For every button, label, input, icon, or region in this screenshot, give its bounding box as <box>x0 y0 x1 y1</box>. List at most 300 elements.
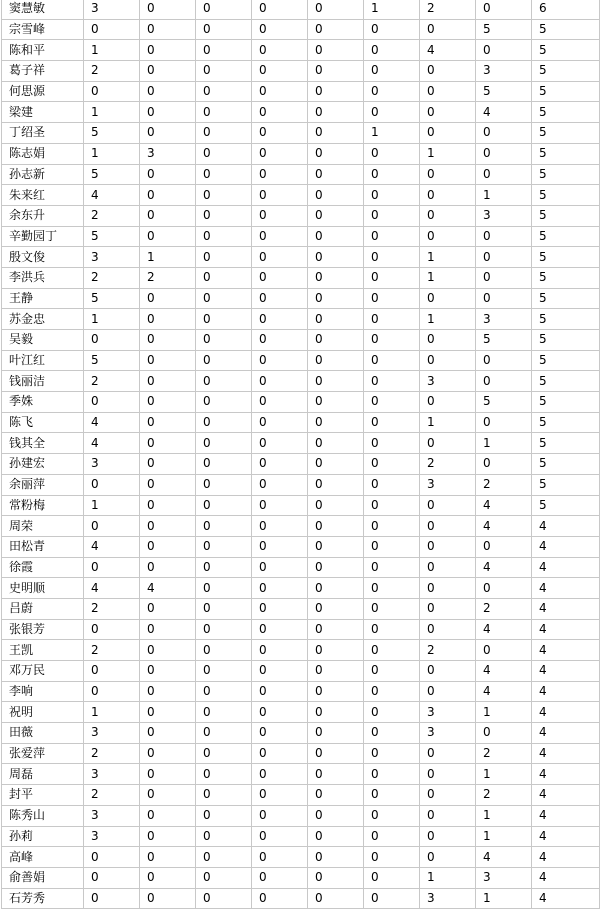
value-cell: 2 <box>84 267 140 288</box>
value-cell: 0 <box>364 474 420 495</box>
name-cell: 田薇 <box>2 723 84 744</box>
value-cell: 0 <box>196 598 252 619</box>
value-cell: 1 <box>420 867 476 888</box>
value-cell: 4 <box>532 536 600 557</box>
value-cell: 0 <box>308 557 364 578</box>
value-cell: 0 <box>476 578 532 599</box>
value-cell: 0 <box>84 474 140 495</box>
value-cell: 0 <box>84 392 140 413</box>
value-cell: 4 <box>140 578 196 599</box>
value-cell: 0 <box>420 805 476 826</box>
value-cell: 5 <box>532 392 600 413</box>
value-cell: 0 <box>420 102 476 123</box>
table-row <box>2 805 600 826</box>
value-cell: 0 <box>140 40 196 61</box>
value-cell: 0 <box>308 619 364 640</box>
value-cell: 0 <box>308 288 364 309</box>
value-cell: 0 <box>196 288 252 309</box>
value-cell: 0 <box>84 847 140 868</box>
value-cell: 0 <box>252 226 308 247</box>
value-cell: 0 <box>308 640 364 661</box>
value-cell: 0 <box>252 661 308 682</box>
value-cell: 0 <box>364 557 420 578</box>
value-cell: 0 <box>196 516 252 537</box>
value-cell: 0 <box>252 516 308 537</box>
value-cell: 0 <box>364 578 420 599</box>
value-cell: 0 <box>476 0 532 19</box>
value-cell: 0 <box>252 578 308 599</box>
value-cell: 0 <box>252 102 308 123</box>
value-cell: 0 <box>420 681 476 702</box>
value-cell: 0 <box>140 205 196 226</box>
table-row <box>2 516 600 537</box>
value-cell: 5 <box>532 350 600 371</box>
value-cell: 0 <box>252 40 308 61</box>
value-cell: 0 <box>420 495 476 516</box>
name-cell: 吕蔚 <box>2 598 84 619</box>
value-cell: 0 <box>364 164 420 185</box>
name-cell: 余东升 <box>2 205 84 226</box>
value-cell: 0 <box>196 557 252 578</box>
value-cell: 1 <box>364 0 420 19</box>
value-cell: 5 <box>84 164 140 185</box>
value-cell: 0 <box>196 185 252 206</box>
value-cell: 0 <box>364 350 420 371</box>
value-cell: 0 <box>196 205 252 226</box>
value-cell: 0 <box>196 578 252 599</box>
value-cell: 5 <box>532 371 600 392</box>
value-cell: 0 <box>308 495 364 516</box>
name-cell: 常粉梅 <box>2 495 84 516</box>
value-cell: 1 <box>140 247 196 268</box>
value-cell: 0 <box>196 826 252 847</box>
value-cell: 4 <box>476 847 532 868</box>
value-cell: 0 <box>364 598 420 619</box>
value-cell: 0 <box>140 805 196 826</box>
value-cell: 0 <box>364 81 420 102</box>
value-cell: 0 <box>308 598 364 619</box>
value-cell: 0 <box>364 805 420 826</box>
value-cell: 0 <box>420 330 476 351</box>
value-cell: 0 <box>308 123 364 144</box>
value-cell: 4 <box>84 412 140 433</box>
value-cell: 4 <box>532 785 600 806</box>
table-row <box>2 123 600 144</box>
value-cell: 0 <box>308 102 364 123</box>
name-cell: 孙志新 <box>2 164 84 185</box>
value-cell: 0 <box>308 474 364 495</box>
name-cell: 孙莉 <box>2 826 84 847</box>
value-cell: 0 <box>140 764 196 785</box>
value-cell: 4 <box>532 598 600 619</box>
value-cell: 0 <box>420 785 476 806</box>
value-cell: 1 <box>84 702 140 723</box>
table-row <box>2 247 600 268</box>
value-cell: 0 <box>476 536 532 557</box>
value-cell: 0 <box>196 681 252 702</box>
value-cell: 0 <box>196 143 252 164</box>
name-cell: 张银芳 <box>2 619 84 640</box>
name-cell: 李洪兵 <box>2 267 84 288</box>
value-cell: 0 <box>476 723 532 744</box>
value-cell: 0 <box>196 474 252 495</box>
value-cell: 3 <box>84 826 140 847</box>
value-cell: 0 <box>420 164 476 185</box>
value-cell: 1 <box>476 433 532 454</box>
value-cell: 0 <box>196 226 252 247</box>
value-cell: 0 <box>252 19 308 40</box>
value-cell: 0 <box>308 743 364 764</box>
value-cell: 4 <box>532 743 600 764</box>
table-row <box>2 867 600 888</box>
value-cell: 0 <box>308 330 364 351</box>
value-cell: 3 <box>420 371 476 392</box>
table-row <box>2 826 600 847</box>
name-cell: 史明顺 <box>2 578 84 599</box>
table-row <box>2 61 600 82</box>
value-cell: 0 <box>364 867 420 888</box>
value-cell: 5 <box>84 123 140 144</box>
value-cell: 0 <box>308 847 364 868</box>
value-cell: 0 <box>140 392 196 413</box>
value-cell: 0 <box>196 102 252 123</box>
value-cell: 2 <box>84 598 140 619</box>
value-cell: 0 <box>308 392 364 413</box>
value-cell: 0 <box>308 826 364 847</box>
table-row <box>2 185 600 206</box>
value-cell: 0 <box>196 330 252 351</box>
name-cell: 宗雪峰 <box>2 19 84 40</box>
value-cell: 0 <box>252 392 308 413</box>
value-cell: 0 <box>364 371 420 392</box>
value-cell: 0 <box>252 247 308 268</box>
value-cell: 0 <box>196 433 252 454</box>
table-row <box>2 454 600 475</box>
table-row <box>2 433 600 454</box>
table-row <box>2 81 600 102</box>
value-cell: 0 <box>308 578 364 599</box>
value-cell: 5 <box>476 81 532 102</box>
value-cell: 0 <box>308 661 364 682</box>
table-row <box>2 371 600 392</box>
value-cell: 4 <box>476 661 532 682</box>
value-cell: 0 <box>308 412 364 433</box>
value-cell: 3 <box>84 247 140 268</box>
value-cell: 0 <box>84 19 140 40</box>
value-cell: 0 <box>420 516 476 537</box>
value-cell: 0 <box>196 164 252 185</box>
value-cell: 0 <box>252 433 308 454</box>
name-cell: 梁建 <box>2 102 84 123</box>
value-cell: 0 <box>364 392 420 413</box>
name-cell: 祝明 <box>2 702 84 723</box>
value-cell: 0 <box>252 743 308 764</box>
value-cell: 5 <box>532 288 600 309</box>
value-cell: 5 <box>532 330 600 351</box>
value-cell: 4 <box>532 888 600 909</box>
value-cell: 0 <box>196 847 252 868</box>
value-cell: 0 <box>420 185 476 206</box>
value-cell: 4 <box>84 185 140 206</box>
value-cell: 0 <box>252 412 308 433</box>
value-cell: 0 <box>420 578 476 599</box>
value-cell: 5 <box>532 433 600 454</box>
name-cell: 何思源 <box>2 81 84 102</box>
table-row <box>2 598 600 619</box>
value-cell: 0 <box>364 226 420 247</box>
value-cell: 0 <box>140 681 196 702</box>
value-cell: 2 <box>140 267 196 288</box>
table-row <box>2 723 600 744</box>
value-cell: 0 <box>364 454 420 475</box>
table-row <box>2 578 600 599</box>
value-cell: 0 <box>140 826 196 847</box>
value-cell: 4 <box>532 826 600 847</box>
value-cell: 0 <box>196 392 252 413</box>
value-cell: 0 <box>364 764 420 785</box>
value-cell: 0 <box>364 743 420 764</box>
value-cell: 0 <box>476 640 532 661</box>
value-cell: 0 <box>420 433 476 454</box>
value-cell: 0 <box>476 247 532 268</box>
value-cell: 0 <box>196 123 252 144</box>
value-cell: 0 <box>476 164 532 185</box>
value-cell: 3 <box>84 805 140 826</box>
table-row <box>2 226 600 247</box>
value-cell: 0 <box>140 557 196 578</box>
value-cell: 0 <box>140 702 196 723</box>
name-cell: 田松青 <box>2 536 84 557</box>
value-cell: 0 <box>196 888 252 909</box>
value-cell: 1 <box>476 826 532 847</box>
value-cell: 0 <box>364 412 420 433</box>
value-cell: 4 <box>532 805 600 826</box>
value-cell: 4 <box>532 847 600 868</box>
value-cell: 0 <box>420 598 476 619</box>
value-cell: 3 <box>476 867 532 888</box>
value-cell: 0 <box>84 330 140 351</box>
value-cell: 0 <box>196 81 252 102</box>
name-cell: 辛勤园丁 <box>2 226 84 247</box>
value-cell: 0 <box>84 867 140 888</box>
value-cell: 0 <box>252 309 308 330</box>
value-cell: 0 <box>308 867 364 888</box>
name-cell: 苏金忠 <box>2 309 84 330</box>
value-cell: 0 <box>84 681 140 702</box>
value-cell: 1 <box>476 185 532 206</box>
value-cell: 3 <box>420 702 476 723</box>
value-cell: 0 <box>364 309 420 330</box>
value-cell: 0 <box>308 309 364 330</box>
value-cell: 0 <box>140 371 196 392</box>
table-row <box>2 330 600 351</box>
value-cell: 5 <box>476 19 532 40</box>
value-cell: 0 <box>84 661 140 682</box>
name-cell: 陈飞 <box>2 412 84 433</box>
value-cell: 0 <box>196 371 252 392</box>
value-cell: 0 <box>252 350 308 371</box>
value-cell: 0 <box>252 0 308 19</box>
name-cell: 季姝 <box>2 392 84 413</box>
value-cell: 1 <box>84 495 140 516</box>
table-row <box>2 288 600 309</box>
value-cell: 0 <box>252 81 308 102</box>
value-cell: 0 <box>420 661 476 682</box>
name-cell: 周荣 <box>2 516 84 537</box>
value-cell: 0 <box>476 371 532 392</box>
value-cell: 0 <box>140 536 196 557</box>
value-cell: 4 <box>476 102 532 123</box>
value-cell: 0 <box>196 40 252 61</box>
value-cell: 0 <box>140 516 196 537</box>
value-cell: 5 <box>532 495 600 516</box>
value-cell: 0 <box>252 495 308 516</box>
value-cell: 5 <box>532 81 600 102</box>
name-cell: 俞善娟 <box>2 867 84 888</box>
value-cell: 0 <box>364 661 420 682</box>
value-cell: 0 <box>196 309 252 330</box>
value-cell: 4 <box>532 516 600 537</box>
value-cell: 0 <box>420 226 476 247</box>
value-cell: 0 <box>420 205 476 226</box>
table-row <box>2 681 600 702</box>
table-row <box>2 847 600 868</box>
value-cell: 1 <box>420 247 476 268</box>
value-cell: 0 <box>308 785 364 806</box>
value-cell: 0 <box>252 847 308 868</box>
value-cell: 0 <box>252 205 308 226</box>
value-cell: 2 <box>84 371 140 392</box>
value-cell: 3 <box>84 723 140 744</box>
value-cell: 0 <box>196 661 252 682</box>
value-cell: 0 <box>196 785 252 806</box>
table-body <box>2 0 600 909</box>
value-cell: 0 <box>140 309 196 330</box>
value-cell: 0 <box>308 350 364 371</box>
value-cell: 0 <box>196 495 252 516</box>
value-cell: 2 <box>84 785 140 806</box>
table-row <box>2 350 600 371</box>
value-cell: 0 <box>308 681 364 702</box>
value-cell: 0 <box>140 288 196 309</box>
value-cell: 0 <box>364 185 420 206</box>
value-cell: 0 <box>252 764 308 785</box>
value-cell: 0 <box>252 164 308 185</box>
value-cell: 0 <box>476 412 532 433</box>
value-cell: 5 <box>532 123 600 144</box>
value-cell: 3 <box>420 888 476 909</box>
value-cell: 0 <box>476 40 532 61</box>
name-cell: 徐霞 <box>2 557 84 578</box>
value-cell: 5 <box>532 267 600 288</box>
value-cell: 0 <box>308 19 364 40</box>
value-cell: 4 <box>420 40 476 61</box>
name-cell: 王静 <box>2 288 84 309</box>
value-cell: 0 <box>308 267 364 288</box>
name-cell: 邓万民 <box>2 661 84 682</box>
value-cell: 0 <box>364 205 420 226</box>
value-cell: 5 <box>84 226 140 247</box>
value-cell: 0 <box>308 805 364 826</box>
table-row <box>2 102 600 123</box>
table-row <box>2 640 600 661</box>
value-cell: 0 <box>252 681 308 702</box>
value-cell: 0 <box>140 598 196 619</box>
value-cell: 0 <box>308 164 364 185</box>
value-cell: 0 <box>140 226 196 247</box>
value-cell: 0 <box>308 433 364 454</box>
name-cell: 丁绍圣 <box>2 123 84 144</box>
table-row <box>2 19 600 40</box>
value-cell: 0 <box>308 723 364 744</box>
value-cell: 0 <box>420 847 476 868</box>
value-cell: 3 <box>476 61 532 82</box>
value-cell: 0 <box>252 702 308 723</box>
value-cell: 4 <box>532 723 600 744</box>
value-cell: 0 <box>476 350 532 371</box>
value-cell: 5 <box>532 185 600 206</box>
value-cell: 0 <box>140 330 196 351</box>
value-cell: 0 <box>140 640 196 661</box>
value-cell: 0 <box>420 288 476 309</box>
value-cell: 0 <box>84 888 140 909</box>
value-cell: 3 <box>420 723 476 744</box>
name-cell: 窦慧敏 <box>2 0 84 19</box>
value-cell: 5 <box>476 392 532 413</box>
name-cell: 葛子祥 <box>2 61 84 82</box>
name-cell: 封平 <box>2 785 84 806</box>
value-cell: 0 <box>308 764 364 785</box>
value-cell: 0 <box>364 267 420 288</box>
value-cell: 0 <box>140 164 196 185</box>
value-cell: 0 <box>420 619 476 640</box>
value-cell: 0 <box>196 454 252 475</box>
value-cell: 0 <box>308 205 364 226</box>
name-cell: 陈志娟 <box>2 143 84 164</box>
value-cell: 0 <box>252 867 308 888</box>
value-cell: 3 <box>476 205 532 226</box>
value-cell: 2 <box>84 61 140 82</box>
value-cell: 0 <box>420 536 476 557</box>
value-cell: 0 <box>140 619 196 640</box>
value-cell: 0 <box>252 143 308 164</box>
value-cell: 2 <box>84 743 140 764</box>
value-cell: 1 <box>84 143 140 164</box>
value-cell: 1 <box>84 40 140 61</box>
name-cell: 陈秀山 <box>2 805 84 826</box>
value-cell: 0 <box>252 454 308 475</box>
name-cell: 张爱萍 <box>2 743 84 764</box>
value-cell: 1 <box>84 309 140 330</box>
value-cell: 0 <box>308 226 364 247</box>
value-cell: 0 <box>196 61 252 82</box>
value-cell: 0 <box>308 143 364 164</box>
table-row <box>2 702 600 723</box>
name-cell: 王凯 <box>2 640 84 661</box>
value-cell: 0 <box>196 247 252 268</box>
value-cell: 2 <box>476 743 532 764</box>
value-cell: 4 <box>532 640 600 661</box>
table-row <box>2 743 600 764</box>
value-cell: 5 <box>532 474 600 495</box>
value-cell: 0 <box>140 350 196 371</box>
table-row <box>2 267 600 288</box>
value-cell: 0 <box>420 61 476 82</box>
value-cell: 0 <box>252 185 308 206</box>
value-cell: 0 <box>364 433 420 454</box>
value-cell: 0 <box>252 826 308 847</box>
value-cell: 4 <box>532 702 600 723</box>
